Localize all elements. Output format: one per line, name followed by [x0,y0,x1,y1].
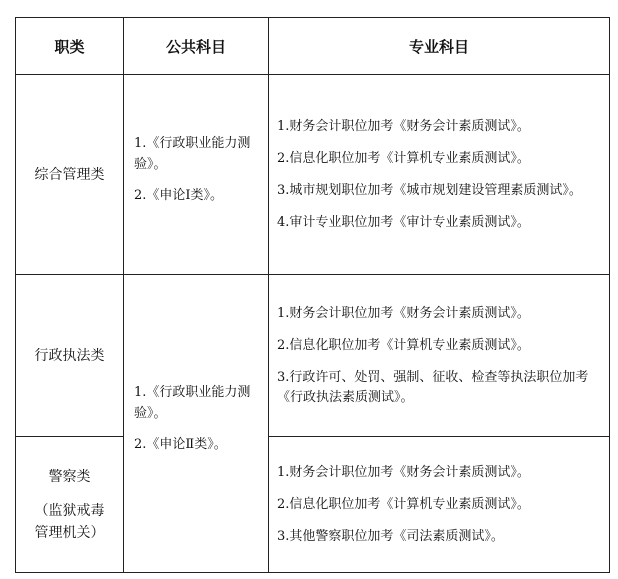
category-label: 警察类 [48,468,91,485]
professional-subject-item: 4.审计专业职位加考《审计专业素质测试》。 [277,214,530,230]
table-row [16,275,610,437]
public-subject-item: 1.《行政职业能力测验》。 [134,136,251,172]
header-row [16,18,610,75]
professional-subject-item: 2.信息化职位加考《计算机专业素质测试》。 [277,496,530,512]
category-cell [16,437,124,573]
public-subject-item: 2.《申论Ⅱ类》。 [134,437,227,452]
public-subjects-cell [124,275,269,573]
table-row [16,75,610,275]
category-label: 行政执法类 [34,347,105,364]
header-professional-subjects: 专业科目 [269,18,610,75]
exam-subjects-table [15,17,610,573]
professional-subject-item: 3.城市规划职位加考《城市规划建设管理素质测试》。 [277,182,582,198]
professional-subjects-cell [269,275,610,437]
table-row [16,437,610,573]
professional-subject-item: 1.财务会计职位加考《财务会计素质测试》。 [277,305,530,321]
professional-subjects-cell [269,75,610,275]
category-note: （监狱戒毒管理机关） [34,502,105,541]
public-subjects-cell [124,75,269,275]
category-label: 综合管理类 [34,166,105,183]
professional-subject-item: 2.信息化职位加考《计算机专业素质测试》。 [277,150,530,166]
professional-subject-item: 1.财务会计职位加考《财务会计素质测试》。 [277,118,530,134]
header-category: 职类 [16,18,124,75]
public-subject-item: 1.《行政职业能力测验》。 [134,385,251,421]
professional-subject-item: 2.信息化职位加考《计算机专业素质测试》。 [277,337,530,353]
category-cell [16,75,124,275]
public-subject-item: 2.《申论Ⅰ类》。 [134,188,224,203]
professional-subject-item: 1.财务会计职位加考《财务会计素质测试》。 [277,464,530,480]
professional-subjects-cell [269,437,610,573]
category-cell [16,275,124,437]
professional-subject-item: 3.其他警察职位加考《司法素质测试》。 [277,528,504,544]
professional-subject-item: 3.行政许可、处罚、强制、征收、检查等执法职位加考《行政执法素质测试》。 [277,369,589,405]
header-public-subjects: 公共科目 [124,18,269,75]
